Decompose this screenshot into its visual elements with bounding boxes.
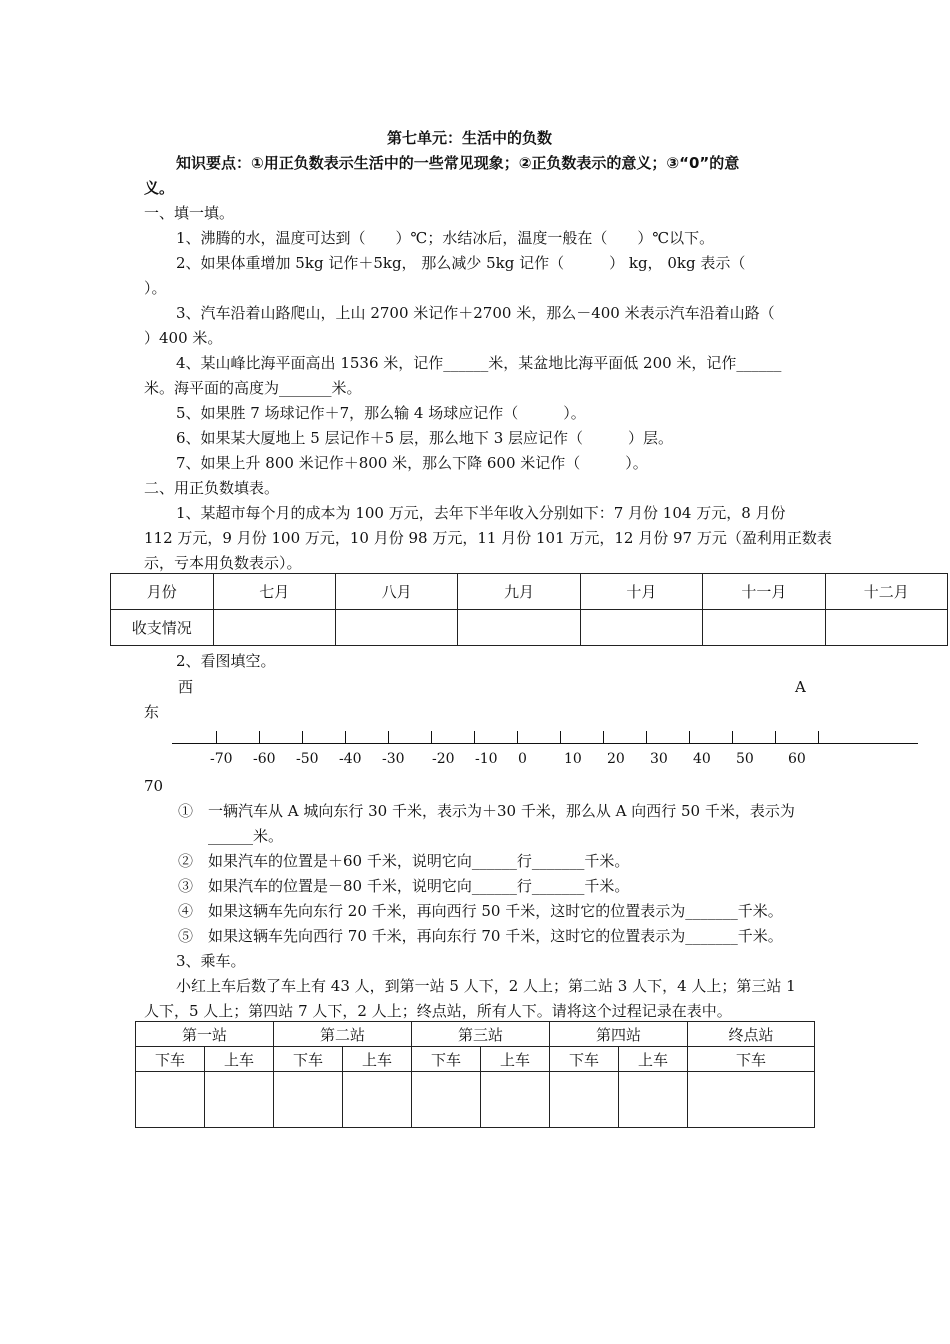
off-header: 下车 xyxy=(688,1047,815,1072)
question-2-3-line1: 小红上车后数了车上有 43 人，到第一站 5 人下，2 人上；第二站 3 人下，4 人上；第三站 1 xyxy=(176,977,796,995)
question-2-3-line2: 人下，5 人上；第四站 7 人下，2 人上；终点站，所有人下。请将这个过程记录在表中。 xyxy=(144,1002,732,1020)
number-line-tick xyxy=(732,731,733,743)
station-header: 第一站 xyxy=(136,1022,274,1047)
number-line-tick xyxy=(216,731,217,743)
sub-question-2: ② 如果汽车的位置是＋60 千米，说明它向______行_______千米。 xyxy=(178,852,630,870)
answer-cell[interactable] xyxy=(481,1072,550,1128)
answer-cell[interactable] xyxy=(703,610,825,646)
number-line-label: -40 xyxy=(339,751,362,767)
table-header-cell: 十月 xyxy=(580,574,702,610)
on-header: 上车 xyxy=(619,1047,688,1072)
number-line-tick xyxy=(603,731,604,743)
number-line-tick xyxy=(302,731,303,743)
station-header: 终点站 xyxy=(688,1022,815,1047)
question-2-1-line3: 示，亏本用负数表示）。 xyxy=(144,554,302,572)
off-header: 下车 xyxy=(274,1047,343,1072)
table-header-cell: 九月 xyxy=(458,574,580,610)
off-header: 下车 xyxy=(550,1047,619,1072)
answer-cell[interactable] xyxy=(688,1072,815,1128)
number-line-tick xyxy=(689,731,690,743)
number-line-label: -70 xyxy=(210,751,233,767)
answer-cell[interactable] xyxy=(580,610,702,646)
number-line-tick xyxy=(388,731,389,743)
on-header: 上车 xyxy=(481,1047,550,1072)
station-header: 第四站 xyxy=(550,1022,688,1047)
answer-cell[interactable] xyxy=(619,1072,688,1128)
number-line-label: 50 xyxy=(736,751,754,767)
number-line-label: 10 xyxy=(564,751,582,767)
table-header-cell: 七月 xyxy=(213,574,335,610)
page-title: 第七单元：生活中的负数 xyxy=(387,129,553,147)
number-line-tick xyxy=(818,731,819,743)
question-1-4-line2: 米。海平面的高度为_______米。 xyxy=(144,379,362,397)
number-line-tick xyxy=(474,731,475,743)
number-line-label: -10 xyxy=(475,751,498,767)
key-points-line2: 义。 xyxy=(144,179,175,197)
off-header: 下车 xyxy=(136,1047,205,1072)
sub-question-1-line2: ______米。 xyxy=(208,827,284,845)
answer-cell[interactable] xyxy=(136,1072,205,1128)
station-header: 第二站 xyxy=(274,1022,412,1047)
answer-cell[interactable] xyxy=(343,1072,412,1128)
sub-question-1-line1: ① 一辆汽车从 A 城向东行 30 千米，表示为＋30 千米，那么从 A 向西行 50 千米，表示为 xyxy=(178,802,795,820)
number-line-tick xyxy=(646,731,647,743)
table-header-cell: 十二月 xyxy=(825,574,947,610)
answer-cell[interactable] xyxy=(550,1072,619,1128)
number-line-label: 20 xyxy=(607,751,625,767)
sub-question-4: ④ 如果这辆车先向东行 20 千米，再向西行 50 千米，这时它的位置表示为_______千米。 xyxy=(178,902,783,920)
number-line-tick xyxy=(431,731,432,743)
income-table xyxy=(110,573,948,646)
answer-cell[interactable] xyxy=(274,1072,343,1128)
number-line-tick xyxy=(560,731,561,743)
question-1-5: 5、如果胜 7 场球记作＋7，那么输 4 场球应记作（ ）。 xyxy=(176,404,586,422)
west-label: 西 xyxy=(178,678,194,696)
sub-question-5: ⑤ 如果这辆车先向西行 70 千米，再向东行 70 千米，这时它的位置表示为_______千米。 xyxy=(178,927,783,945)
table-header-cell: 十一月 xyxy=(703,574,825,610)
answer-cell[interactable] xyxy=(335,610,457,646)
answer-cell[interactable] xyxy=(825,610,947,646)
number-line-label: 0 xyxy=(518,751,527,767)
number-line-axis xyxy=(172,743,918,744)
question-2-2: 2、看图填空。 xyxy=(176,652,276,670)
question-1-4-line1: 4、某山峰比海平面高出 1536 米，记作______米，某盆地比海平面低 200 米，记作______ xyxy=(176,354,782,372)
question-1-2-line2: ）。 xyxy=(144,279,167,297)
number-line-tick xyxy=(775,731,776,743)
sub-question-3: ③ 如果汽车的位置是－80 千米，说明它向______行_______千米。 xyxy=(178,877,630,895)
point-a-label: A xyxy=(795,678,806,696)
bus-table xyxy=(135,1021,815,1128)
number-line-label: 60 xyxy=(788,751,806,767)
table-header-cell: 月份 xyxy=(111,574,214,610)
section1-heading: 一、填一填。 xyxy=(144,204,235,222)
station-header: 第三站 xyxy=(412,1022,550,1047)
number-line-label: -20 xyxy=(432,751,455,767)
on-header: 上车 xyxy=(343,1047,412,1072)
question-1-7: 7、如果上升 800 米记作＋800 米，那么下降 600 米记作（ ）。 xyxy=(176,454,648,472)
number-line-tick xyxy=(517,731,518,743)
question-2-1-line2: 112 万元，9 月份 100 万元，10 月份 98 万元，11 月份 101 万元，12 月份 97 万元（盈利用正数表 xyxy=(144,529,832,547)
table-header-cell: 八月 xyxy=(335,574,457,610)
off-header: 下车 xyxy=(412,1047,481,1072)
table-row-label: 收支情况 xyxy=(111,610,214,646)
question-1-1: 1、沸腾的水，温度可达到（ ）℃；水结冰后，温度一般在（ ）℃以下。 xyxy=(176,229,715,247)
question-1-3-line1: 3、汽车沿着山路爬山，上山 2700 米记作＋2700 米，那么－400 米表示汽车沿着山路（ xyxy=(176,304,775,322)
number-line-label: -50 xyxy=(296,751,319,767)
number-line-tick xyxy=(259,731,260,743)
section2-heading: 二、用正负数填表。 xyxy=(144,479,280,497)
answer-cell[interactable] xyxy=(458,610,580,646)
east-label: 东 xyxy=(144,703,160,721)
number-line-label: -60 xyxy=(253,751,276,767)
question-1-6: 6、如果某大厦地上 5 层记作＋5 层，那么地下 3 层应记作（ ）层。 xyxy=(176,429,674,447)
answer-cell[interactable] xyxy=(412,1072,481,1128)
number-line-last-label: 70 xyxy=(144,777,164,795)
question-1-2-line1: 2、如果体重增加 5kg 记作＋5kg， 那么减少 5kg 记作（ ） kg， 0kg 表示（ xyxy=(176,254,746,272)
number-line-label: -30 xyxy=(382,751,405,767)
answer-cell[interactable] xyxy=(205,1072,274,1128)
number-line-label: 30 xyxy=(650,751,668,767)
question-2-3: 3、乘车。 xyxy=(176,952,246,970)
answer-cell[interactable] xyxy=(213,610,335,646)
question-1-3-line2: ）400 米。 xyxy=(144,329,223,347)
number-line-tick xyxy=(345,731,346,743)
question-2-1-line1: 1、某超市每个月的成本为 100 万元，去年下半年收入分别如下：7 月份 104 万元，8 月份 xyxy=(176,504,786,522)
key-points-line1: 知识要点：①用正负数表示生活中的一些常见现象；②正负数表示的意义；③“0”的意 xyxy=(176,154,740,172)
on-header: 上车 xyxy=(205,1047,274,1072)
number-line-label: 40 xyxy=(693,751,711,767)
